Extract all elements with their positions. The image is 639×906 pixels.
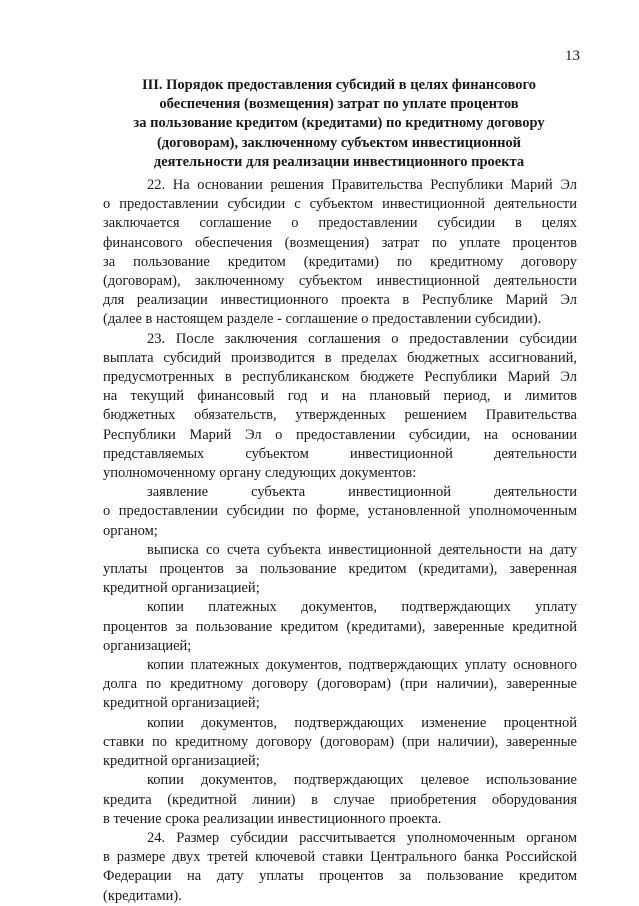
paragraph-line: копии документов, подтверждающих изменение процентной <box>147 714 577 731</box>
paragraph-line: кредитной организацией; <box>103 753 260 770</box>
paragraph-line: о предоставлении субсидии с субъектом инвестиционной деятельности <box>103 196 577 213</box>
paragraph-line: для реализации инвестиционного проекта в Республике Марий Эл <box>103 292 577 309</box>
paragraph-line: выписка со счета субъекта инвестиционной деятельности на дату <box>147 541 577 558</box>
heading-line: III. Порядок предоставления субсидий в целях финансового <box>141 77 537 93</box>
paragraph-line: копии документов, подтверждающих целевое использование <box>147 772 577 789</box>
heading-line: за пользование кредитом (кредитами) по кредитному договору <box>133 115 545 132</box>
paragraph-line: на текущий финансовый год и на плановый период, и лимитов <box>103 388 577 405</box>
paragraph-line: 22. На основании решения Правительства Республики Марий Эл <box>147 177 577 193</box>
paragraph-line: кредитной организацией; <box>103 695 260 712</box>
paragraph <box>103 176 577 330</box>
heading-line: деятельности для реализации инвестиционного проекта <box>153 153 525 170</box>
paragraph-line: долга по кредитному договору (договорам) (при наличии), заверенные <box>103 676 577 693</box>
paragraph-line: органом; <box>103 522 158 539</box>
paragraph-line: уполномоченному органу следующих документов: <box>103 465 417 482</box>
paragraph-line: Федерации на дату уплаты процентов за пользование кредитом <box>103 868 577 885</box>
paragraph-line: предусмотренных в республиканском бюджете Республики Марий Эл <box>103 369 577 386</box>
paragraph <box>103 598 577 656</box>
paragraph-line: (кредитами). <box>103 887 182 904</box>
paragraph-line: 23. После заключения соглашения о предоставлении субсидии <box>147 330 577 347</box>
paragraph-line: 24. Размер субсидии рассчитывается уполномоченным органом <box>147 829 577 846</box>
paragraph-line: финансового обеспечения (возмещения) затрат по уплате процентов <box>103 234 577 251</box>
paragraph <box>103 656 577 714</box>
paragraph-line: ставки по кредитному договору (договорам) (при наличии), заверенные <box>103 733 577 750</box>
paragraph-line: представляемых субъектом инвестиционной деятельности <box>103 445 577 462</box>
paragraph-line: (далее в настоящем разделе - соглашение о предоставлении субсидии). <box>103 311 542 328</box>
paragraph-line: копии платежных документов, подтверждающих уплату <box>147 599 577 616</box>
paragraph-line: процентов за пользование кредитом (кредитами), заверенные кредитной <box>103 618 577 635</box>
paragraph-line: кредита (кредитной линии) в случае приобретения оборудования <box>103 791 577 808</box>
heading-line: обеспечения (возмещения) затрат по уплате процентов <box>159 96 519 113</box>
paragraph-line: в размере двух третей ключевой ставки Центрального банка Российской <box>103 849 577 866</box>
document-body <box>103 176 577 906</box>
paragraph <box>103 541 577 599</box>
paragraph-line: в течение срока реализации инвестиционного проекта. <box>103 810 442 827</box>
paragraph <box>103 483 577 541</box>
paragraph-line: заключается соглашение о предоставлении субсидии в целях <box>103 215 577 232</box>
paragraph-line: кредитной организацией; <box>103 580 260 597</box>
paragraph <box>103 714 577 772</box>
paragraph <box>103 829 577 906</box>
paragraph <box>103 771 577 829</box>
paragraph-line: выплата субсидий производится в пределах бюджетных ассигнований, <box>103 349 577 366</box>
paragraph-line: копии платежных документов, подтверждающих уплату основного <box>147 657 577 674</box>
paragraph-line: заявление субъекта инвестиционной деятельности <box>147 484 577 501</box>
section-heading <box>100 76 578 172</box>
paragraph-line: за пользование кредитом (кредитами) по кредитному договору <box>103 253 577 270</box>
paragraph-line: Республики Марий Эл о предоставлении субсидии, на основании <box>103 426 577 443</box>
paragraph-line: о предоставлении субсидии по форме, установленной уполномоченным <box>103 503 577 520</box>
paragraph <box>103 330 577 484</box>
page-number: 13 <box>565 48 580 64</box>
paragraph-line: бюджетных обязательств, утвержденных решением Правительства <box>103 407 577 424</box>
paragraph-line: организацией; <box>103 637 192 654</box>
paragraph-line: (договорам), заключенному субъектом инвестиционной деятельности <box>103 273 577 290</box>
paragraph-line: уплаты процентов за пользование кредитом (кредитами), заверенная <box>103 561 577 578</box>
heading-line: (договорам), заключенному субъектом инвестиционной <box>156 134 522 151</box>
